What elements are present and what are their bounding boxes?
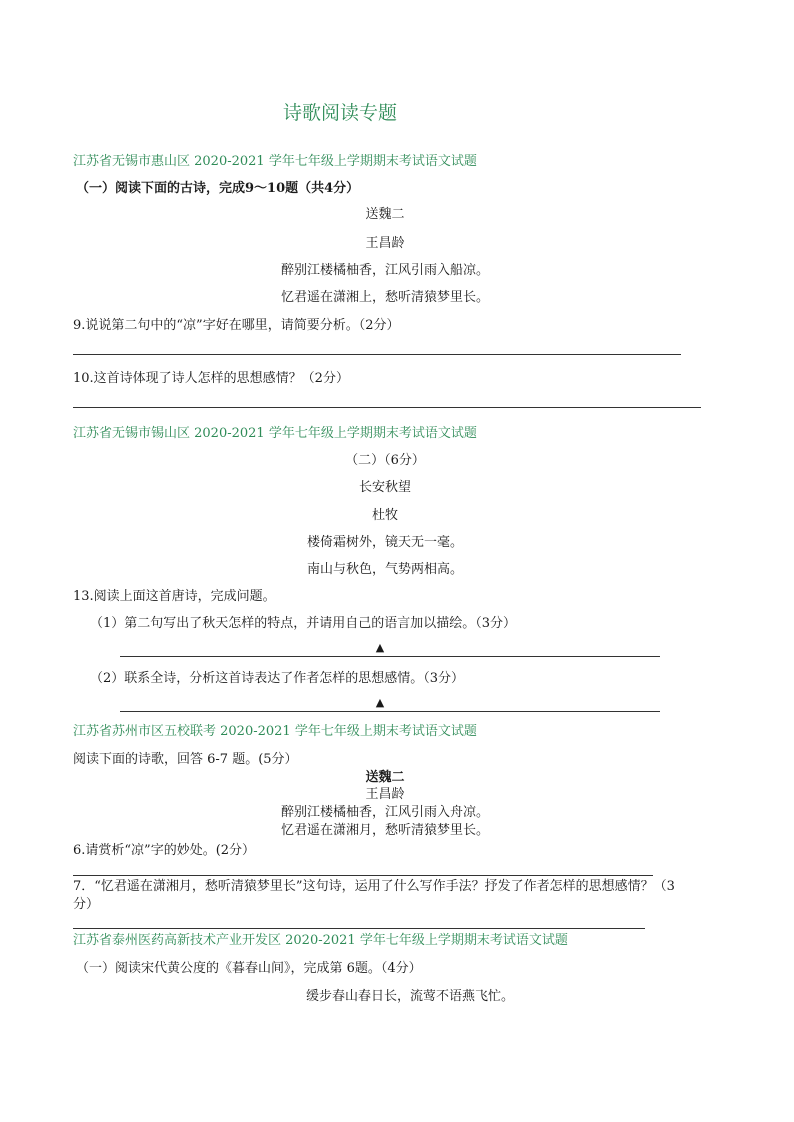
answer-line-13-1[interactable]	[120, 656, 660, 657]
section-1-heading: （一）阅读下面的古诗，完成9～10题（共4分）	[76, 181, 360, 196]
section-2-source: 江苏省无锡市锡山区 2020-2021 学年七年级上学期期末考试语文试题	[73, 426, 477, 441]
section-4-source: 江苏省泰州医药高新技术产业开发区 2020-2021 学年七年级上学期期末考试语文试题	[73, 933, 568, 948]
answer-line-6[interactable]	[73, 875, 653, 876]
question-13: 13.阅读上面这首唐诗，完成问题。	[73, 589, 276, 604]
poem-3-line-1: 醉别江楼橘柚香，江风引雨入舟凉。	[280, 805, 489, 820]
poem-3-title: 送魏二	[365, 770, 405, 785]
poem-1-line-1: 醉别江楼橘柚香，江风引雨入船凉。	[280, 263, 489, 278]
answer-marker-13-1: ▲	[375, 641, 385, 654]
poem-2-line-1: 楼倚霜树外，镜天无一毫。	[306, 535, 463, 550]
answer-marker-13-2: ▲	[375, 696, 385, 709]
section-3-source: 江苏省苏州市区五校联考 2020-2021 学年七年级上期末考试语文试题	[73, 724, 477, 739]
section-4-heading: （一）阅读宋代黄公度的《暮春山间》，完成第 6题。（4分）	[76, 961, 422, 976]
section-3-heading: 阅读下面的诗歌，回答 6-7 题。(5分）	[73, 752, 298, 767]
question-9: 9.说说第二句中的“凉”字好在哪里，请简要分析。（2分）	[73, 318, 400, 333]
question-7-line-2: 分）	[73, 897, 100, 912]
answer-line-7[interactable]	[73, 928, 645, 929]
question-7-line-1: 7．“忆君遥在潇湘月，愁听清猿梦里长”这句诗，运用了什么写作手法？抒发了作者怎样的思想感情？（3	[73, 879, 675, 894]
poem-3-line-2: 忆君遥在潇湘月，愁听清猿梦里长。	[280, 823, 489, 838]
question-10: 10.这首诗体现了诗人怎样的思想感情？（2分）	[73, 371, 349, 386]
poem-1-title: 送魏二	[365, 207, 405, 222]
answer-line-13-2[interactable]	[120, 711, 660, 712]
poem-1-line-2: 忆君遥在潇湘上，愁听清猿梦里长。	[280, 290, 489, 305]
poem-4-line-1: 缓步春山春日长，流莺不语燕飞忙。	[305, 989, 514, 1004]
poem-1-author: 王昌龄	[365, 236, 405, 251]
page-title: 诗歌阅读专题	[282, 102, 397, 124]
question-13-1: （1）第二句写出了秋天怎样的特点，并请用自己的语言加以描绘。（3分）	[90, 616, 517, 631]
question-13-2: （2）联系全诗，分析这首诗表达了作者怎样的思想感情。（3分）	[90, 671, 465, 686]
section-1-source: 江苏省无锡市惠山区 2020-2021 学年七年级上学期期末考试语文试题	[73, 154, 477, 169]
poem-3-author: 王昌龄	[365, 787, 405, 802]
poem-2-title: 长安秋望	[358, 480, 411, 495]
poem-2-author: 杜牧	[371, 508, 398, 523]
question-6: 6.请赏析“凉”字的妙处。(2分）	[73, 843, 256, 858]
answer-line-9[interactable]	[73, 354, 681, 355]
answer-line-10[interactable]	[73, 407, 701, 408]
poem-2-line-2: 南山与秋色，气势两相高。	[306, 562, 463, 577]
section-2-heading: （二）（6分）	[345, 453, 425, 468]
